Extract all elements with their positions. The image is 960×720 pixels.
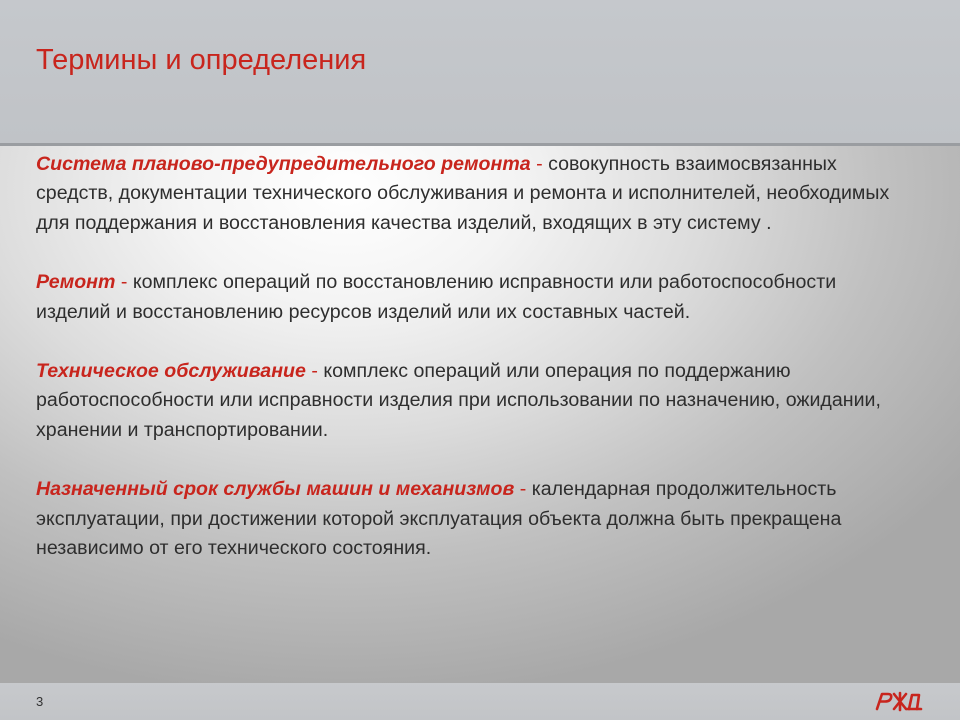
page-number: 3: [36, 694, 44, 709]
definition-term: Ремонт: [36, 271, 116, 294]
slide-header: [0, 0, 960, 143]
definition-item: Техническое обслуживание - комплекс операций или операция по поддержанию работоспособности или исправности изделия при использовании по назначению, ожидании, хранении и транспортировании.: [36, 360, 881, 441]
slide-content: [0, 146, 960, 683]
definition-term: Назначенный срок службы машин и механизмов: [36, 478, 515, 501]
definition-text: комплекс операций по восстановлению исправности или работоспособности изделий и восстановлению ресурсов изделий или их составных частей.: [36, 271, 837, 323]
definition-term: Техническое обслуживание: [36, 360, 306, 383]
definition-text: комплекс операций или операция по поддержанию работоспособности или исправности изделия при использовании по назначению, ожидании, хранении и транспортировании.: [36, 360, 881, 441]
definition-text: совокупность взаимосвязанных средств, документации технического обслуживания и ремонта и исполнителей, необходимых для поддержания и восстановления качества изделий, входящих в эту систему .: [36, 153, 890, 234]
definition-term: Система планово-предупредительного ремонта: [36, 153, 531, 175]
definition-item: Ремонт - комплекс операций по восстановлению исправности или работоспособности изделий и восстановлению ресурсов изделий или их составных частей.: [36, 271, 837, 323]
definition-item: Назначенный срок службы машин и механизмов - календарная продолжительность эксплуатации, при достижении которой эксплуатация объекта должна быть прекращена независимо от его технического состояния.: [36, 478, 842, 560]
rzd-logo-icon: [872, 689, 924, 713]
definition-text: календарная продолжительность эксплуатации, при достижении которой эксплуатация объекта должна быть прекращена независимо от его технического состояния.: [36, 478, 842, 560]
definitions-list: [36, 150, 916, 593]
slide-title: Термины и определения: [36, 44, 367, 76]
slide-footer: [0, 683, 960, 720]
definition-item: Система планово-предупредительного ремонта - совокупность взаимосвязанных средств, документации технического обслуживания и ремонта и исполнителей, необходимых для поддержания и восстановления качества изделий, входящих в эту систему .: [36, 153, 890, 234]
